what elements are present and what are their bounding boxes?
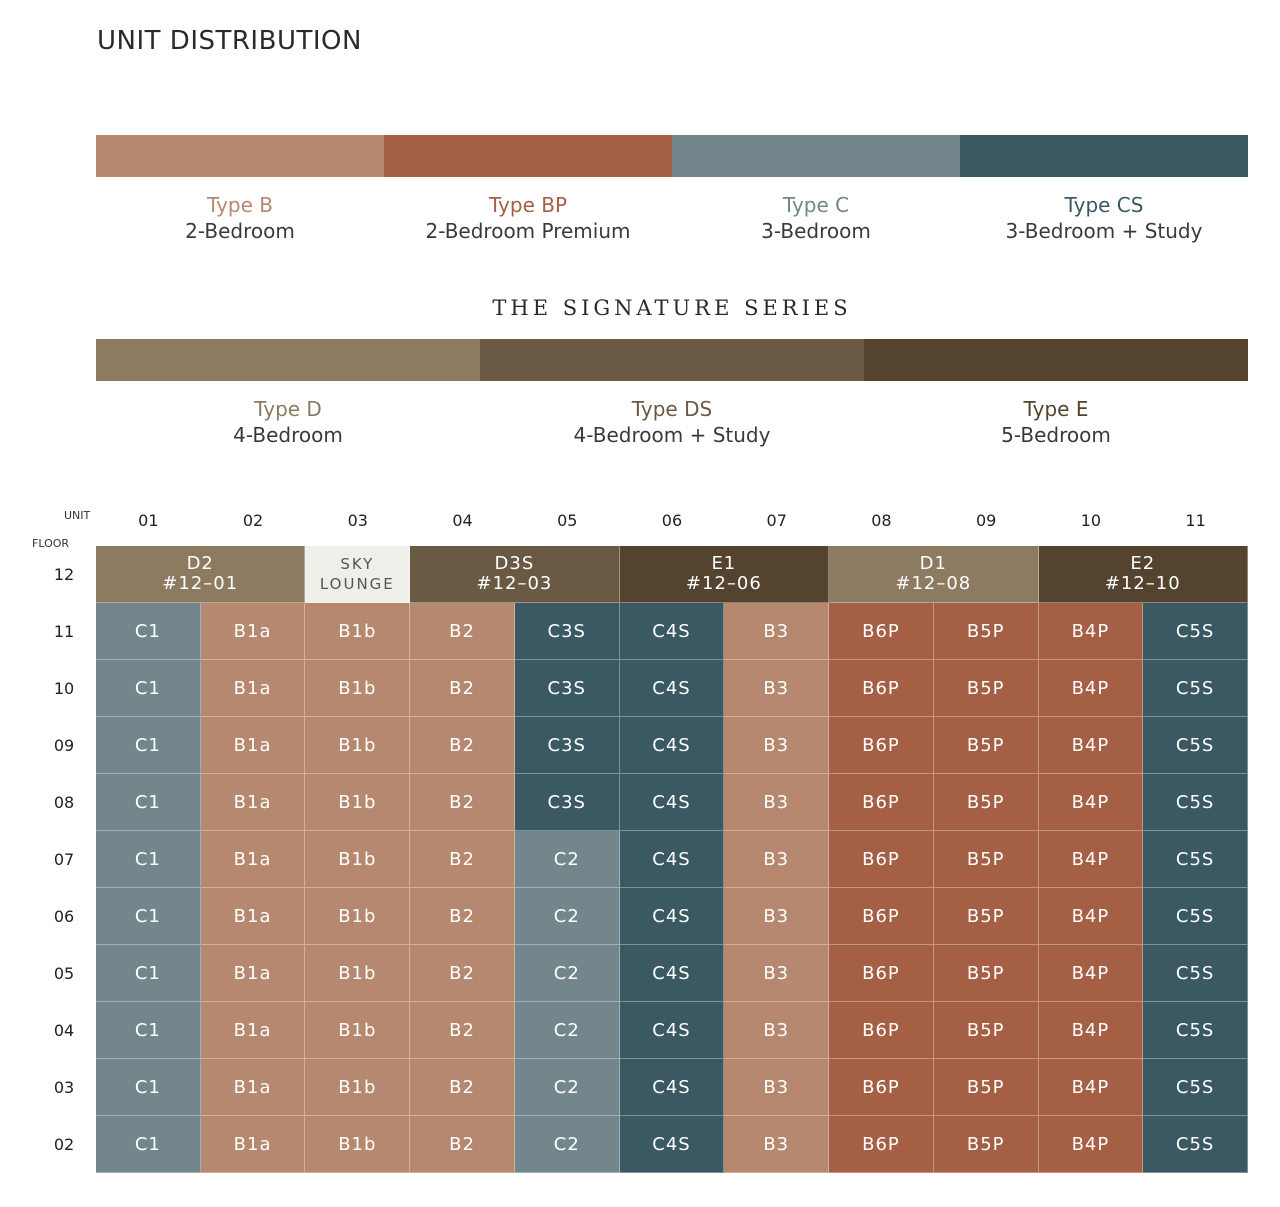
unit-cell: C2	[515, 1116, 620, 1173]
unit-type-description: 3-Bedroom + Study	[1005, 219, 1203, 243]
unit-cell: C1	[96, 1116, 201, 1173]
unit-cell: C1	[96, 888, 201, 945]
unit-cell: C2	[515, 1002, 620, 1059]
unit-column-header: 11	[1185, 511, 1206, 530]
unit-cell: C1	[96, 774, 201, 831]
unit-cell: B1a	[201, 945, 306, 1002]
unit-cell: C5S	[1143, 774, 1248, 831]
unit-cell: C1	[96, 1002, 201, 1059]
unit-number: #12–08	[895, 573, 972, 594]
unit-cell: B2	[410, 1059, 515, 1116]
unit-type-name: Type BP	[488, 193, 568, 217]
unit-swatch	[672, 135, 960, 177]
unit-cell: B1a	[201, 603, 306, 660]
floor-row-header: 09	[53, 736, 75, 755]
unit-cell: B1a	[201, 1059, 306, 1116]
unit-cell: C3S	[515, 717, 620, 774]
signature-swatch	[96, 339, 480, 381]
unit-type-code: SKY	[340, 555, 375, 573]
unit-cell: B2	[410, 774, 515, 831]
unit-number: #12–01	[162, 573, 239, 594]
unit-cell: B1b	[305, 945, 410, 1002]
unit-type-name: Type B	[206, 193, 273, 217]
unit-cell: B2	[410, 831, 515, 888]
unit-cell: B2	[410, 1116, 515, 1173]
unit-cell: B5P	[934, 888, 1039, 945]
floor-row-header: 05	[53, 964, 75, 983]
unit-type-code: D3S	[494, 553, 535, 574]
unit-cell: C4S	[620, 831, 725, 888]
unit-column-header: 03	[347, 511, 368, 530]
unit-type-code: E2	[1130, 553, 1156, 574]
unit-column-header: 09	[975, 511, 997, 530]
unit-cell: B3	[724, 1002, 829, 1059]
penthouse-unit-cell	[96, 546, 305, 603]
unit-cell: B6P	[829, 1059, 934, 1116]
floor-row-header: 08	[53, 793, 75, 812]
unit-cell: C2	[515, 945, 620, 1002]
unit-cell: B5P	[934, 774, 1039, 831]
unit-column-header: 02	[242, 511, 264, 530]
signature-swatch	[864, 339, 1248, 381]
unit-cell: B5P	[934, 660, 1039, 717]
penthouse-unit-cell	[1039, 546, 1248, 603]
unit-type-legend	[96, 192, 1248, 244]
signature-type-color-bar	[96, 339, 1248, 381]
unit-cell: B2	[410, 717, 515, 774]
signature-type-name: Type D	[254, 397, 322, 421]
unit-cell: C4S	[620, 1116, 725, 1173]
signature-type-description: 4-Bedroom	[233, 423, 343, 447]
unit-cell: B1b	[305, 831, 410, 888]
penthouse-unit-cell	[829, 546, 1038, 603]
unit-cell: B6P	[829, 603, 934, 660]
unit-cell: B2	[410, 660, 515, 717]
unit-cell: B3	[724, 774, 829, 831]
unit-cell: B5P	[934, 717, 1039, 774]
floor-row-header: 10	[53, 679, 75, 698]
unit-cell: C1	[96, 660, 201, 717]
unit-legend-item	[960, 192, 1248, 244]
unit-cell: B1b	[305, 774, 410, 831]
unit-legend-item	[96, 192, 384, 244]
unit-cell: B6P	[829, 945, 934, 1002]
unit-type-description: 3-Bedroom	[761, 219, 871, 243]
unit-cell: C5S	[1143, 603, 1248, 660]
unit-number: #12–06	[685, 573, 762, 594]
unit-cell: B6P	[829, 831, 934, 888]
unit-number: #12–10	[1104, 573, 1181, 594]
unit-cell: B5P	[934, 1002, 1039, 1059]
unit-cell: B4P	[1039, 774, 1144, 831]
signature-legend-item	[480, 396, 864, 448]
unit-cell: B3	[724, 888, 829, 945]
unit-cell: B3	[724, 660, 829, 717]
unit-cell: B2	[410, 888, 515, 945]
penthouse-unit-cell	[305, 546, 410, 603]
floor-row-header: 04	[53, 1021, 75, 1040]
unit-cell: B3	[724, 945, 829, 1002]
unit-cell: B6P	[829, 888, 934, 945]
unit-cell: B1a	[201, 660, 306, 717]
unit-cell: C4S	[620, 1059, 725, 1116]
unit-cell: B1b	[305, 1002, 410, 1059]
unit-cell: B5P	[934, 831, 1039, 888]
unit-cell: B1a	[201, 774, 306, 831]
unit-cell: B3	[724, 1116, 829, 1173]
unit-cell: B5P	[934, 945, 1039, 1002]
unit-cell: B4P	[1039, 1116, 1144, 1173]
unit-cell: B1b	[305, 717, 410, 774]
unit-cell: C4S	[620, 888, 725, 945]
signature-type-name: Type E	[1023, 397, 1089, 421]
unit-cell: B1b	[305, 660, 410, 717]
unit-cell: B1a	[201, 831, 306, 888]
signature-type-description: 4-Bedroom + Study	[573, 423, 771, 447]
unit-column-header: 07	[766, 511, 787, 530]
unit-cell: B3	[724, 603, 829, 660]
unit-swatch	[96, 135, 384, 177]
unit-cell: B1a	[201, 1116, 306, 1173]
unit-cell: B3	[724, 1059, 829, 1116]
unit-cell: B4P	[1039, 945, 1144, 1002]
unit-cell: B1b	[305, 603, 410, 660]
unit-cell: B4P	[1039, 888, 1144, 945]
unit-type-color-bar	[96, 135, 1248, 177]
signature-type-legend	[96, 396, 1248, 448]
unit-number: LOUNGE	[319, 575, 395, 593]
unit-cell: B6P	[829, 660, 934, 717]
unit-type-name: Type C	[782, 193, 850, 217]
unit-number: #12–03	[476, 573, 553, 594]
unit-cell: C4S	[620, 660, 725, 717]
floor-row-header: 02	[53, 1135, 75, 1154]
unit-cell: B1a	[201, 888, 306, 945]
unit-cell: C1	[96, 945, 201, 1002]
unit-cell: C4S	[620, 1002, 725, 1059]
unit-column-header: 01	[138, 511, 159, 530]
unit-swatch	[960, 135, 1248, 177]
unit-cell: B5P	[934, 603, 1039, 660]
unit-column-header: 08	[871, 511, 892, 530]
unit-cell: B5P	[934, 1116, 1039, 1173]
floor-row-header: 07	[53, 850, 75, 869]
unit-type-code: E1	[711, 553, 737, 574]
unit-column-header: 04	[452, 511, 473, 530]
unit-cell: B4P	[1039, 1002, 1144, 1059]
unit-cell: C5S	[1143, 888, 1248, 945]
unit-cell: C4S	[620, 717, 725, 774]
unit-column-header: 06	[661, 511, 683, 530]
unit-cell: B6P	[829, 1116, 934, 1173]
floor-axis-label: FLOOR	[32, 537, 70, 550]
floor-row-header: 11	[53, 622, 75, 641]
unit-cell: C4S	[620, 774, 725, 831]
unit-cell: C2	[515, 1059, 620, 1116]
unit-cell: B6P	[829, 774, 934, 831]
unit-column-header: 05	[557, 511, 578, 530]
unit-cell: C2	[515, 831, 620, 888]
unit-cell: B1b	[305, 1059, 410, 1116]
unit-cell: C2	[515, 888, 620, 945]
signature-swatch	[480, 339, 864, 381]
unit-axis-label: UNIT	[64, 509, 91, 522]
penthouse-unit-cell	[620, 546, 829, 603]
unit-type-code: D1	[919, 553, 947, 574]
unit-cell: C3S	[515, 603, 620, 660]
unit-type-name: Type CS	[1064, 193, 1144, 217]
unit-cell: C5S	[1143, 660, 1248, 717]
unit-legend-item	[384, 192, 672, 244]
unit-cell: C1	[96, 603, 201, 660]
unit-cell: C3S	[515, 660, 620, 717]
unit-swatch	[384, 135, 672, 177]
unit-cell: B4P	[1039, 603, 1144, 660]
unit-cell: B4P	[1039, 1059, 1144, 1116]
signature-series-title: THE SIGNATURE SERIES	[492, 296, 852, 320]
unit-cell: B4P	[1039, 660, 1144, 717]
unit-cell: B2	[410, 1002, 515, 1059]
unit-cell: C5S	[1143, 1116, 1248, 1173]
unit-cell: C5S	[1143, 717, 1248, 774]
unit-cell: C5S	[1143, 1002, 1248, 1059]
unit-cell: C3S	[515, 774, 620, 831]
unit-type-description: 2-Bedroom Premium	[425, 219, 631, 243]
unit-cell: B1b	[305, 888, 410, 945]
floor-row-header: 03	[53, 1078, 75, 1097]
unit-cell: C5S	[1143, 1059, 1248, 1116]
unit-cell: C1	[96, 1059, 201, 1116]
unit-type-description: 2-Bedroom	[185, 219, 295, 243]
unit-cell: C5S	[1143, 831, 1248, 888]
signature-legend-item	[864, 396, 1248, 448]
unit-cell: B1a	[201, 1002, 306, 1059]
unit-legend-item	[672, 192, 960, 244]
signature-type-name: Type DS	[631, 397, 713, 421]
unit-cell: B2	[410, 945, 515, 1002]
unit-type-code: D2	[186, 553, 214, 574]
page-title: UNIT DISTRIBUTION	[97, 26, 362, 56]
unit-cell: B6P	[829, 717, 934, 774]
unit-cell: C4S	[620, 603, 725, 660]
floor-row-header: 12	[53, 565, 75, 584]
signature-type-description: 5-Bedroom	[1001, 423, 1111, 447]
unit-cell: C1	[96, 831, 201, 888]
penthouse-unit-cell	[410, 546, 619, 603]
signature-legend-item	[96, 396, 480, 448]
unit-cell: B4P	[1039, 831, 1144, 888]
unit-cell: B6P	[829, 1002, 934, 1059]
unit-cell: B2	[410, 603, 515, 660]
unit-column-header: 10	[1080, 511, 1102, 530]
unit-cell: B3	[724, 831, 829, 888]
floor-row-header: 06	[53, 907, 75, 926]
unit-cell: B1b	[305, 1116, 410, 1173]
unit-cell: C4S	[620, 945, 725, 1002]
unit-cell: B4P	[1039, 717, 1144, 774]
unit-cell: C5S	[1143, 945, 1248, 1002]
unit-cell: B1a	[201, 717, 306, 774]
unit-cell: B3	[724, 717, 829, 774]
unit-cell: C1	[96, 717, 201, 774]
unit-cell: B5P	[934, 1059, 1039, 1116]
